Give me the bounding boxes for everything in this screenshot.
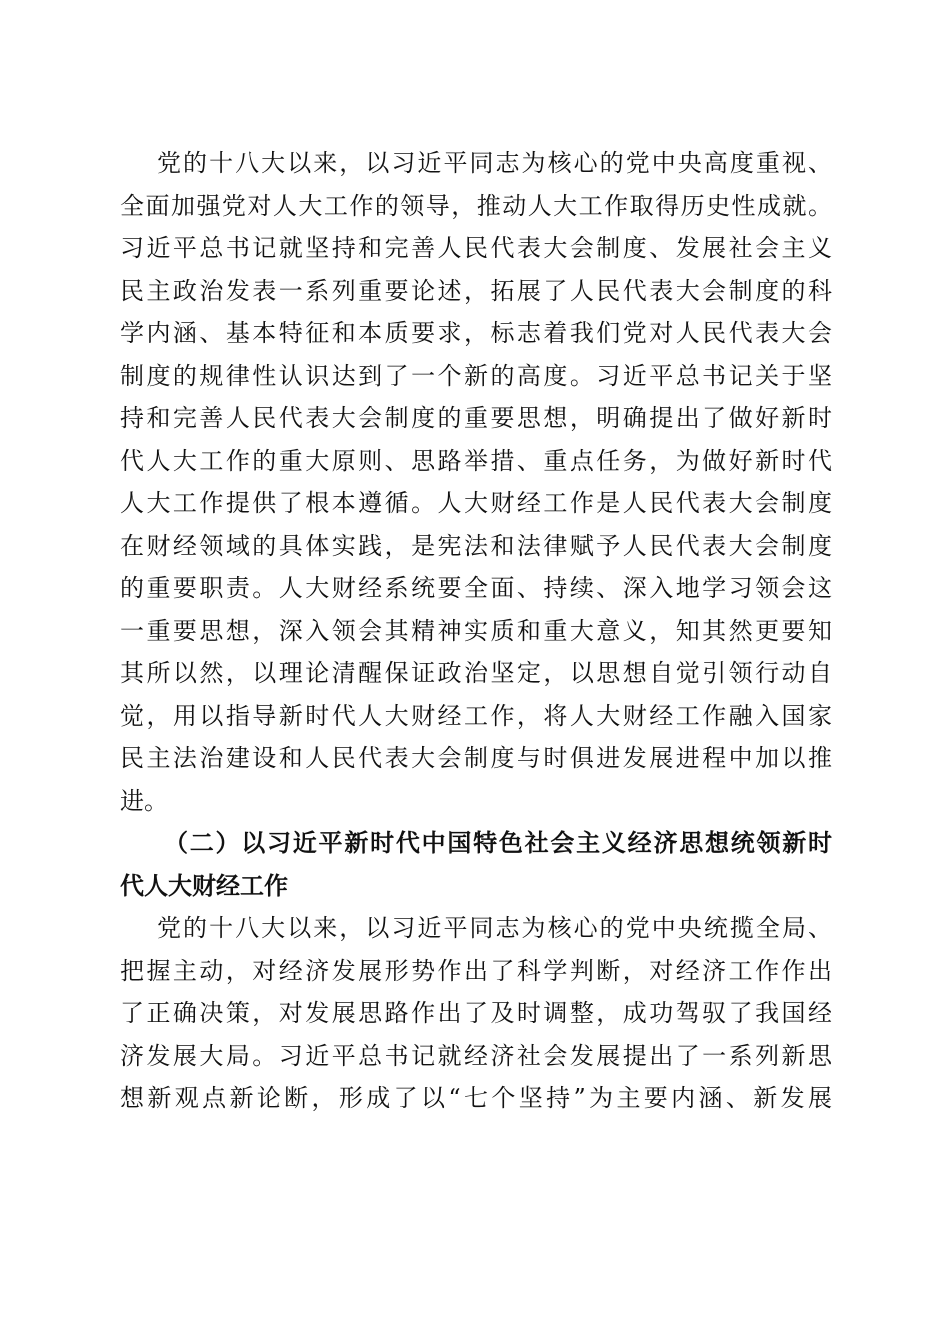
text-line: 习近平总书记就坚持和完善人民代表大会制度、发展社会主义 [120,234,832,262]
text-line: 代人大工作的重大原则、思路举措、重点任务，为做好新时代 [120,446,832,475]
text-line: 党的十八大以来，以习近平同志为核心的党中央高度重视、 [157,149,832,177]
heading-line: 代人大财经工作 [120,871,288,900]
text-line: 学内涵、基本特征和本质要求，标志着我们党对人民代表大会 [120,319,832,347]
text-line: 民主法治建设和人民代表大会制度与时俱进发展进程中加以推 [120,744,832,772]
heading-line: （二）以习近平新时代中国特色社会主义经济思想统领新时 [164,829,832,857]
text-line: 进。 [120,786,168,815]
text-line: 人大工作提供了根本遵循。人大财经工作是人民代表大会制度 [120,489,832,517]
document-body [120,142,832,1120]
text-line: 济发展大局。习近平总书记就经济社会发展提出了一系列新思 [120,1041,832,1070]
text-line: 党的十八大以来，以习近平同志为核心的党中央统揽全局、 [157,914,832,942]
text-line: 制度的规律性认识达到了一个新的高度。习近平总书记关于坚 [120,361,832,390]
text-line: 全面加强党对人大工作的领导，推动人大工作取得历史性成就。 [120,191,832,220]
text-line: 了正确决策，对发展思路作出了及时调整，成功驾驭了我国经 [120,999,832,1027]
text-line: 其所以然，以理论清醒保证政治坚定，以思想自觉引领行动自 [120,659,832,687]
section-heading [120,822,832,907]
text-line: 把握主动，对经济发展形势作出了科学判断，对经济工作作出 [120,956,832,985]
paragraph-2 [120,907,832,1120]
text-line: 觉，用以指导新时代人大财经工作，将人大财经工作融入国家 [120,701,832,730]
paragraph-1 [120,142,832,822]
text-line: 的重要职责。人大财经系统要全面、持续、深入地学习领会这 [120,574,832,602]
text-line: 想新观点新论断，形成了以“七个坚持”为主要内涵、新发展 [120,1084,832,1112]
text-line: 民主政治发表一系列重要论述，拓展了人民代表大会制度的科 [120,276,832,305]
text-line: 在财经领域的具体实践，是宪法和法律赋予人民代表大会制度 [120,531,832,560]
text-line: 持和完善人民代表大会制度的重要思想，明确提出了做好新时 [120,404,832,432]
text-line: 一重要思想，深入领会其精神实质和重大意义，知其然更要知 [120,616,832,645]
